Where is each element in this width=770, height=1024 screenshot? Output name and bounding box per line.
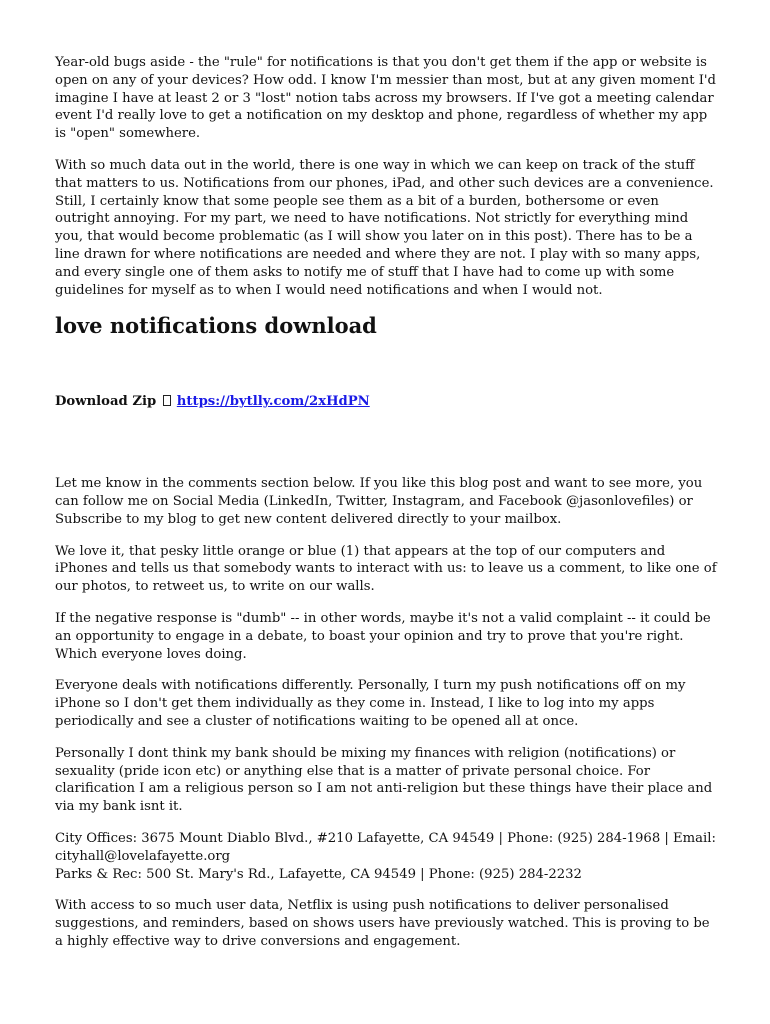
paragraph-bank-religion: Personally I dont think my bank should be mixing my finances with religion (notifications) or sexuality (pride icon etc) or anything else that is a matter of private personal choice. For clarification I am a religious person so I am not anti-religion but these things have their place and via my bank isnt it. — [55, 745, 713, 815]
paragraph-deals-differently: Everyone deals with notifications differently. Personally, I turn my push notifications off on my iPhone so I don't get them individually as they come in. Instead, I like to log into my apps periodically and see a cluster of notifications waiting to be opened all at once. — [55, 678, 686, 729]
paragraph-data-world: With so much data out in the world, there is one way in which we can keep on track of the stuff that matters to us. Notifications from our phones, iPad, and other such devices are a convenience. Still, I certainly know that some people see them as a bit of a burden, bothersome or even outright annoying. For my part, we need to have notifications. Not strictly for everything mind you, that would become problematic (as I will show you later on in this post). There has to be a line drawn for where notifications are needed and where they are not. I play with so many apps, and every single one of them asks to notify me of stuff that I have had to come up with some guidelines for myself as to when I would need notifications and when I would not. — [55, 157, 714, 298]
paragraph-pesky-badge: We love it, that pesky little orange or blue (1) that appears at the top of our computers and iPhones and tells us that somebody wants to interact with us: to leave us a comment, to like one of our photos, to retweet us, to write on our walls. — [55, 543, 717, 595]
contact-parks-rec: Parks & Rec: 500 St. Mary's Rd., Lafayette, CA 94549 | Phone: (925) 284-2232 — [55, 866, 582, 882]
paragraph-rule-notifications: Year-old bugs aside - the "rule" for notifications is that you don't get them if the app or website is open on any of your devices? How odd. I know I'm messier than most, but at any given moment I'd imagine I have at least 2 or 3 "lost" notion tabs across my browsers. If I've got a meeting calendar event I'd really love to get a notification on my desktop and phone, regardless of whether my app is "open" somewhere. — [55, 55, 716, 142]
contact-city-offices: City Offices: 3675 Mount Diablo Blvd., #210 Lafayette, CA 94549 | Phone: (925) 284-1968 | Email: cityhall@lovelafayette.org — [55, 830, 716, 864]
document-page — [55, 54, 717, 965]
paragraph-comments: Let me know in the comments section below. If you like this blog post and want to see more, you can follow me on Social Media (LinkedIn, Twitter, Instagram, and Facebook @jasonlovefiles) or Subscribe to my blog to get new content delivered directly to your mailbox. — [55, 476, 703, 527]
page-title: love notifications download — [55, 313, 377, 339]
content-body — [55, 475, 717, 951]
download-label: Download Zip — [55, 394, 157, 410]
download-link[interactable]: https://bytlly.com/2xHdPN — [176, 394, 370, 410]
download-line — [55, 393, 717, 411]
paragraph-negative-response: If the negative response is "dumb" -- in other words, maybe it's not a valid complaint -- it could be an opportunity to engage in a debate, to boast your opinion and try to prove that you're right. Which everyone loves doing. — [55, 610, 711, 662]
paragraph-netflix: With access to so much user data, Netflix is using push notifications to deliver personalised suggestions, and reminders, based on shows users have previously watched. This is proving to be a highly effective way to drive conversions and engagement. — [55, 898, 710, 949]
missing-glyph-icon — [163, 395, 171, 406]
contact-block — [55, 830, 717, 883]
